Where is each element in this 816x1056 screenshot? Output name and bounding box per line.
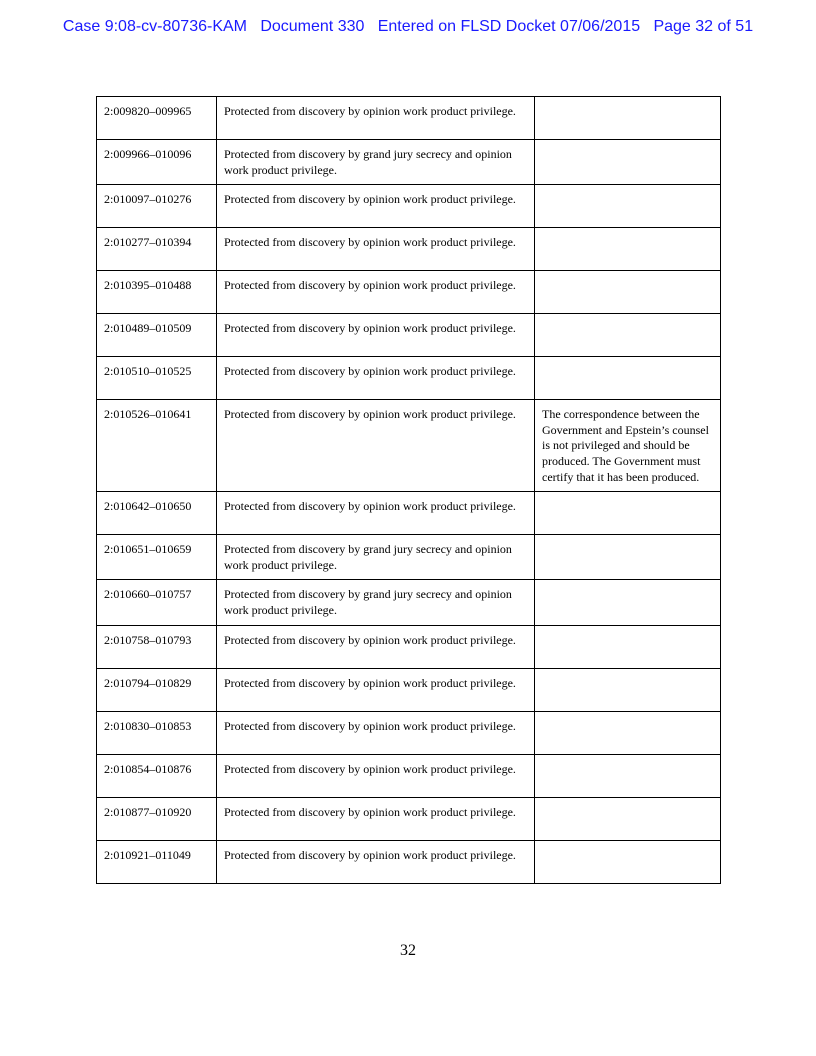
bates-range-cell: 2:010854–010876 bbox=[97, 754, 217, 797]
privilege-basis-cell: Protected from discovery by grand jury secrecy and opinion work product privilege. bbox=[217, 140, 535, 185]
bates-range-cell: 2:010758–010793 bbox=[97, 625, 217, 668]
ruling-cell bbox=[535, 97, 721, 140]
table-row bbox=[97, 840, 721, 883]
page-number: 32 bbox=[400, 942, 416, 959]
privilege-basis-cell: Protected from discovery by opinion work product privilege. bbox=[217, 271, 535, 314]
ruling-cell bbox=[535, 535, 721, 580]
ruling-cell bbox=[535, 140, 721, 185]
table-row bbox=[97, 228, 721, 271]
privilege-basis-cell: Protected from discovery by grand jury secrecy and opinion work product privilege. bbox=[217, 535, 535, 580]
privilege-basis-cell: Protected from discovery by opinion work product privilege. bbox=[217, 754, 535, 797]
privilege-basis-cell: Protected from discovery by opinion work product privilege. bbox=[217, 400, 535, 492]
ruling-cell bbox=[535, 580, 721, 625]
table-row bbox=[97, 797, 721, 840]
privilege-basis-cell: Protected from discovery by opinion work product privilege. bbox=[217, 314, 535, 357]
ruling-cell bbox=[535, 271, 721, 314]
ruling-cell bbox=[535, 228, 721, 271]
table-row bbox=[97, 625, 721, 668]
ruling-cell: The correspondence between the Government and Epstein’s counsel is not privileged and should be produced. The Government must certify that it has been produced. bbox=[535, 400, 721, 492]
bates-range-cell: 2:010877–010920 bbox=[97, 797, 217, 840]
table-row bbox=[97, 97, 721, 140]
bates-range-cell: 2:009966–010096 bbox=[97, 140, 217, 185]
bates-range-cell: 2:010526–010641 bbox=[97, 400, 217, 492]
privilege-basis-cell: Protected from discovery by opinion work product privilege. bbox=[217, 797, 535, 840]
table-row bbox=[97, 314, 721, 357]
bates-range-cell: 2:010921–011049 bbox=[97, 840, 217, 883]
ruling-cell bbox=[535, 314, 721, 357]
ruling-cell bbox=[535, 492, 721, 535]
ruling-cell bbox=[535, 711, 721, 754]
privilege-basis-cell: Protected from discovery by opinion work product privilege. bbox=[217, 840, 535, 883]
table-row bbox=[97, 140, 721, 185]
privilege-basis-cell: Protected from discovery by opinion work product privilege. bbox=[217, 228, 535, 271]
ruling-cell bbox=[535, 668, 721, 711]
table-row bbox=[97, 400, 721, 492]
table-row bbox=[97, 535, 721, 580]
privilege-log-table bbox=[96, 96, 721, 884]
bates-range-cell: 2:010510–010525 bbox=[97, 357, 217, 400]
bates-range-cell: 2:010651–010659 bbox=[97, 535, 217, 580]
privilege-basis-cell: Protected from discovery by opinion work product privilege. bbox=[217, 97, 535, 140]
table-row bbox=[97, 492, 721, 535]
table-row bbox=[97, 271, 721, 314]
ruling-cell bbox=[535, 357, 721, 400]
privilege-basis-cell: Protected from discovery by opinion work product privilege. bbox=[217, 711, 535, 754]
bates-range-cell: 2:010277–010394 bbox=[97, 228, 217, 271]
table-row bbox=[97, 711, 721, 754]
privilege-basis-cell: Protected from discovery by opinion work product privilege. bbox=[217, 492, 535, 535]
table-row bbox=[97, 668, 721, 711]
bates-range-cell: 2:010489–010509 bbox=[97, 314, 217, 357]
privilege-basis-cell: Protected from discovery by grand jury secrecy and opinion work product privilege. bbox=[217, 580, 535, 625]
privilege-basis-cell: Protected from discovery by opinion work product privilege. bbox=[217, 625, 535, 668]
bates-range-cell: 2:010395–010488 bbox=[97, 271, 217, 314]
table-row bbox=[97, 357, 721, 400]
bates-range-cell: 2:010794–010829 bbox=[97, 668, 217, 711]
ruling-cell bbox=[535, 797, 721, 840]
privilege-basis-cell: Protected from discovery by opinion work product privilege. bbox=[217, 185, 535, 228]
docket-header: Case 9:08-cv-80736-KAM Document 330 Entered on FLSD Docket 07/06/2015 Page 32 of 51 bbox=[62, 18, 754, 35]
ruling-cell bbox=[535, 754, 721, 797]
bates-range-cell: 2:010660–010757 bbox=[97, 580, 217, 625]
table-row bbox=[97, 185, 721, 228]
privilege-basis-cell: Protected from discovery by opinion work product privilege. bbox=[217, 357, 535, 400]
bates-range-cell: 2:009820–009965 bbox=[97, 97, 217, 140]
table-row bbox=[97, 580, 721, 625]
privilege-basis-cell: Protected from discovery by opinion work product privilege. bbox=[217, 668, 535, 711]
bates-range-cell: 2:010830–010853 bbox=[97, 711, 217, 754]
bates-range-cell: 2:010097–010276 bbox=[97, 185, 217, 228]
bates-range-cell: 2:010642–010650 bbox=[97, 492, 217, 535]
table-row bbox=[97, 754, 721, 797]
ruling-cell bbox=[535, 840, 721, 883]
ruling-cell bbox=[535, 185, 721, 228]
ruling-cell bbox=[535, 625, 721, 668]
